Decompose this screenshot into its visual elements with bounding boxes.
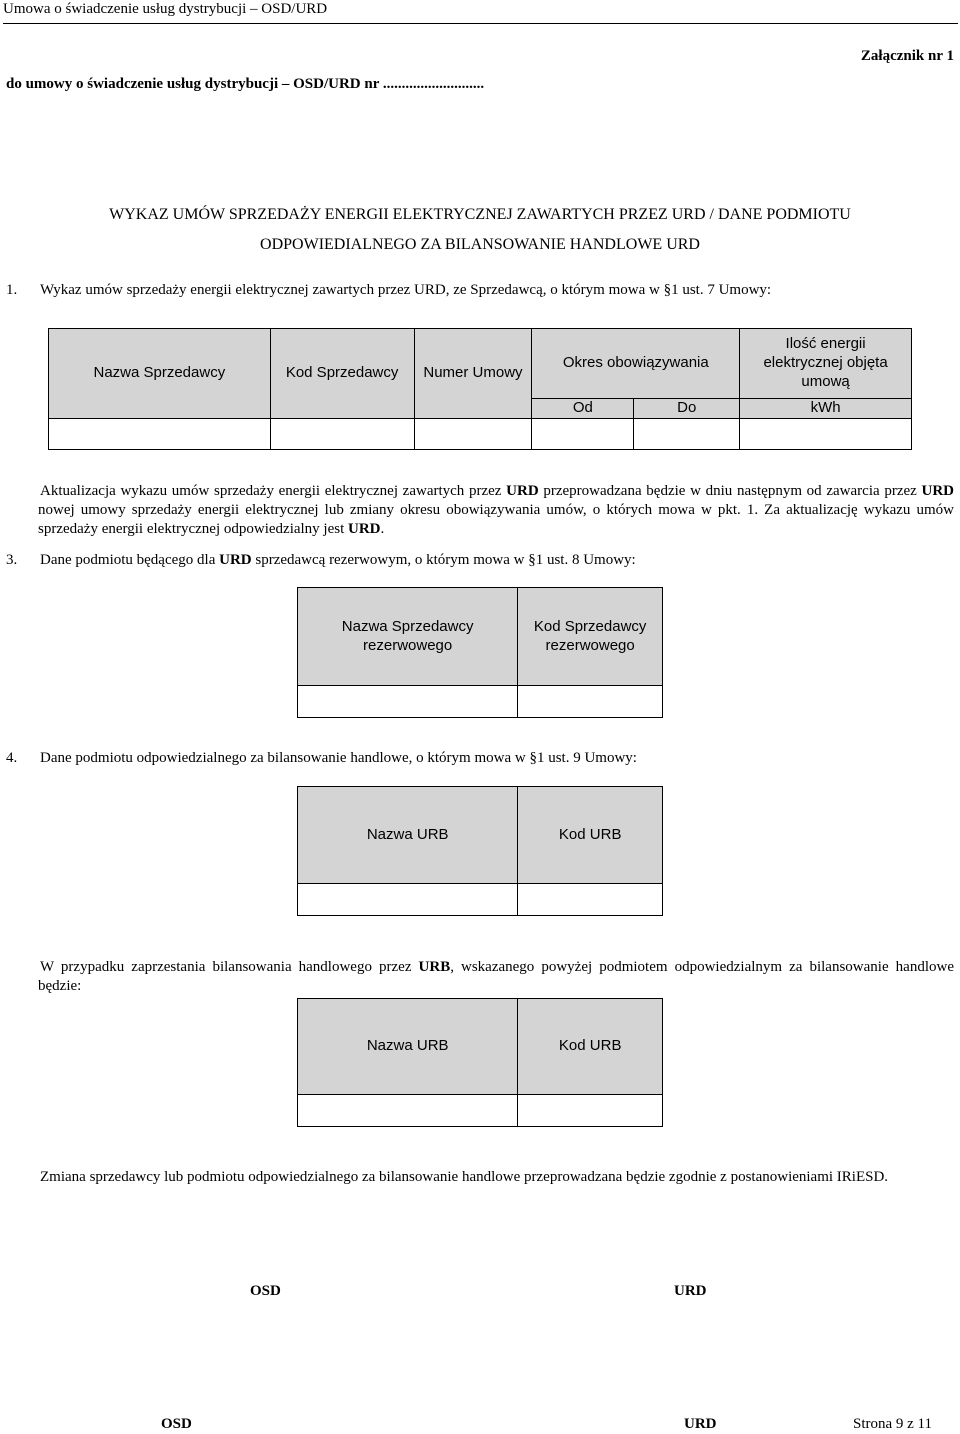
section-4-number: 4.	[6, 750, 18, 766]
header-rule	[3, 23, 958, 24]
attachment-label: Załącznik nr 1	[860, 48, 954, 64]
section-3: 3. Dane podmiotu będącego dla URD sprzedawcą rezerwowym, o którym mowa w §1 ust. 8 Umowy:	[6, 552, 636, 568]
paragraph-sign-icon: §	[529, 750, 537, 766]
section-1-number: 1.	[6, 282, 18, 298]
col-reserve-seller-name: Nazwa Sprzedawcy rezerwowego	[298, 588, 518, 686]
footer-osd: OSD	[161, 1416, 192, 1432]
cell-replacement-urb-name[interactable]	[298, 1095, 518, 1127]
urb-table	[297, 786, 663, 916]
cell-contract-number[interactable]	[414, 419, 532, 450]
section-2-number	[6, 482, 40, 501]
cell-kwh[interactable]	[740, 419, 912, 450]
col-urb-name: Nazwa URB	[298, 787, 518, 884]
section-5: W przypadku zaprzestania bilansowania handlowego przez URB, wskazanego powyżej podmiotem odpowiedzialnym za bilansowanie handlowe będzie:	[6, 958, 954, 996]
section-4: 4. Dane podmiotu odpowiedzialnego za bilansowanie handlowe, o którym mowa w §1 ust. 9 Umowy:	[6, 750, 637, 766]
document-title-line1: WYKAZ UMÓW SPRZEDAŻY ENERGII ELEKTRYCZNEJ ZAWARTYCH PRZEZ URD / DANE PODMIOTU	[109, 206, 851, 223]
cell-replacement-urb-code[interactable]	[518, 1095, 663, 1127]
col-replacement-urb-name: Nazwa URB	[298, 999, 518, 1095]
cell-from[interactable]	[532, 419, 634, 450]
col-seller-name: Nazwa Sprzedawcy	[49, 329, 271, 419]
subcol-to: Do	[634, 399, 740, 419]
document-header-title: Umowa o świadczenie usług dystrybucji – OSD/URD	[3, 1, 328, 17]
cell-seller-code[interactable]	[270, 419, 414, 450]
col-urb-code: Kod URB	[518, 787, 663, 884]
page-number: Strona 9 z 11	[852, 1416, 932, 1432]
signature-osd: OSD	[250, 1283, 281, 1299]
contracts-table	[48, 328, 912, 450]
subcol-from: Od	[532, 399, 634, 419]
section-6-number	[6, 1168, 40, 1187]
col-reserve-seller-code: Kod Sprzedawcy rezerwowego	[518, 588, 663, 686]
section-6: Zmiana sprzedawcy lub podmiotu odpowiedzialnego za bilansowanie handlowe przeprowadzana będzie zgodnie z postanowieniami IRiESD.	[6, 1168, 954, 1187]
col-seller-code: Kod Sprzedawcy	[270, 329, 414, 419]
footer-urd: URD	[684, 1416, 717, 1432]
cell-seller-name[interactable]	[49, 419, 271, 450]
cell-to[interactable]	[634, 419, 740, 450]
col-validity-period: Okres obowiązywania	[532, 329, 740, 399]
paragraph-sign-icon: §	[663, 282, 672, 298]
paragraph-sign-icon: §	[528, 552, 536, 568]
col-replacement-urb-code: Kod URB	[518, 999, 663, 1095]
section-3-number: 3.	[6, 552, 18, 568]
document-title-line2: ODPOWIEDIALNEGO ZA BILANSOWANIE HANDLOWE URD	[260, 236, 700, 253]
section-5-number	[6, 958, 40, 977]
section-1: 1. Wykaz umów sprzedaży energii elektrycznej zawartych przez URD, ze Sprzedawcą, o którym mowa w §1 ust. 7 Umowy:	[6, 282, 772, 298]
cell-urb-code[interactable]	[518, 884, 663, 916]
col-energy-quantity: Ilość energii elektrycznej objęta umową	[740, 329, 912, 399]
replacement-urb-table	[297, 998, 663, 1127]
cell-reserve-seller-name[interactable]	[298, 686, 518, 718]
cell-urb-name[interactable]	[298, 884, 518, 916]
col-contract-number: Numer Umowy	[414, 329, 532, 419]
reserve-seller-table	[297, 587, 663, 718]
cell-reserve-seller-code[interactable]	[518, 686, 663, 718]
contract-reference: do umowy o świadczenie usług dystrybucji – OSD/URD nr ...........................	[6, 76, 485, 92]
section-2: Aktualizacja wykazu umów sprzedaży energii elektrycznej zawartych przez URD przeprowadzana będzie w dniu następnym od zawarcia przez URD nowej umowy sprzedaży energii elektrycznej lub zmiany okresu obowiązywania umów, o których mowa w pkt. 1. Za aktualizację wykazu umów sprzedaży energii elektrycznej odpowiedzialny jest URD.	[6, 482, 954, 539]
signature-urd: URD	[674, 1283, 707, 1299]
subcol-unit: kWh	[740, 399, 912, 419]
